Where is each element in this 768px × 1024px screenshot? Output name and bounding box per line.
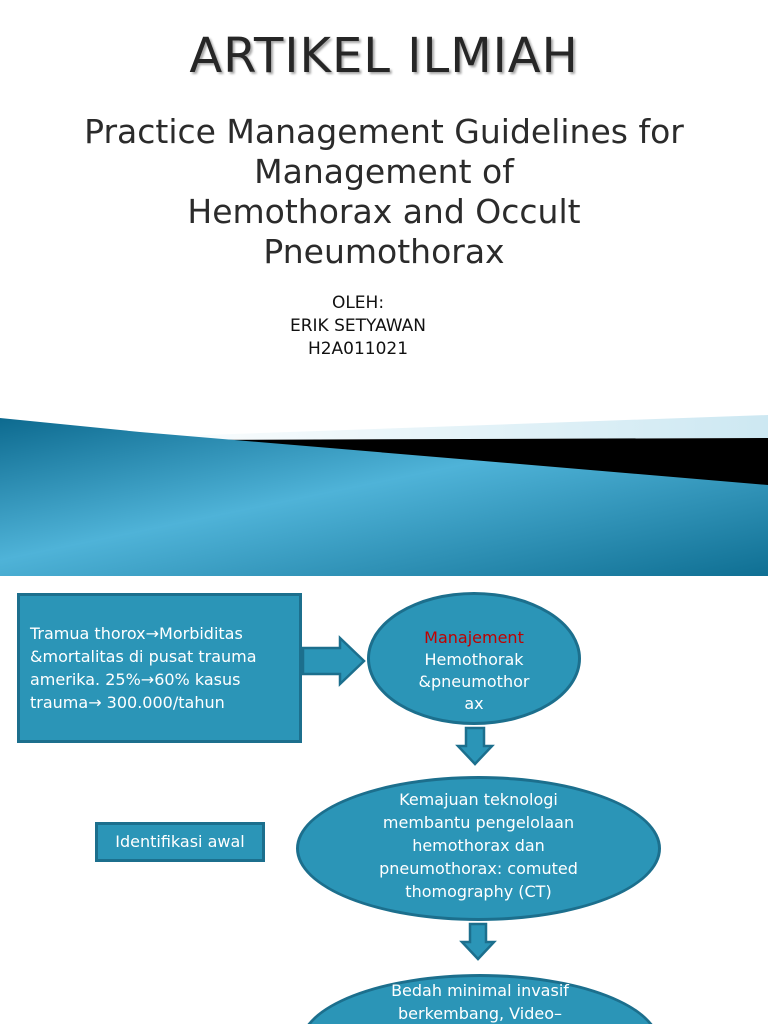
subtitle-line: Pneumothorax	[263, 232, 505, 271]
subtitle-line: Management of	[254, 152, 514, 191]
flow-diagram-slide	[0, 576, 768, 1024]
surgery-ellipse	[300, 974, 660, 1024]
author-block	[258, 292, 458, 361]
ellipse-text-line: Hemothorak	[424, 650, 524, 669]
ellipse-text-line: ax	[464, 694, 484, 713]
ellipse-text-line: thomography (CT)	[405, 882, 552, 901]
ellipse-text-line: pneumothorax: comuted	[379, 859, 578, 878]
decorative-wave-band	[0, 410, 768, 576]
ellipse-text-line: Bedah minimal invasif	[391, 981, 569, 1000]
subtitle-line: Practice Management Guidelines for	[84, 112, 684, 151]
box-text-line: Tramua thorox→Morbiditas	[30, 624, 243, 643]
ellipse-text-line: Kemajuan teknologi	[399, 790, 558, 809]
author-name: ERIK SETYAWAN	[289, 316, 427, 336]
initial-identification-box: Identifikasi awal	[95, 822, 265, 862]
box-text-line: trauma→ 300.000/tahun	[30, 693, 225, 712]
technology-ellipse	[296, 776, 661, 921]
subtitle-line: Hemothorax and Occult	[187, 192, 581, 231]
ellipse-text-line: membantu pengelolaan	[382, 813, 575, 832]
right-arrow-icon	[303, 638, 364, 684]
down-arrow-icon	[462, 924, 494, 959]
author-label: OLEH:	[331, 293, 385, 313]
author-id: H2A011021	[307, 339, 409, 359]
wave-light-strip	[120, 415, 768, 440]
trauma-statistics-box	[17, 593, 302, 743]
box-text-line: amerika. 25%→60% kasus	[30, 670, 241, 689]
box-text-line: &mortalitas di pusat trauma	[30, 647, 257, 666]
slide-title: ARTIKEL ILMIAH	[189, 28, 579, 84]
ellipse-highlight: Manajement	[424, 628, 524, 647]
management-ellipse	[367, 592, 581, 725]
ellipse-text-line: &pneumothor	[418, 672, 530, 691]
ellipse-text-line: berkembang, Video–	[398, 1004, 562, 1023]
ellipse-text-line: hemothorax dan	[412, 836, 545, 855]
slide-subtitle	[0, 112, 768, 272]
down-arrow-icon	[458, 728, 492, 764]
